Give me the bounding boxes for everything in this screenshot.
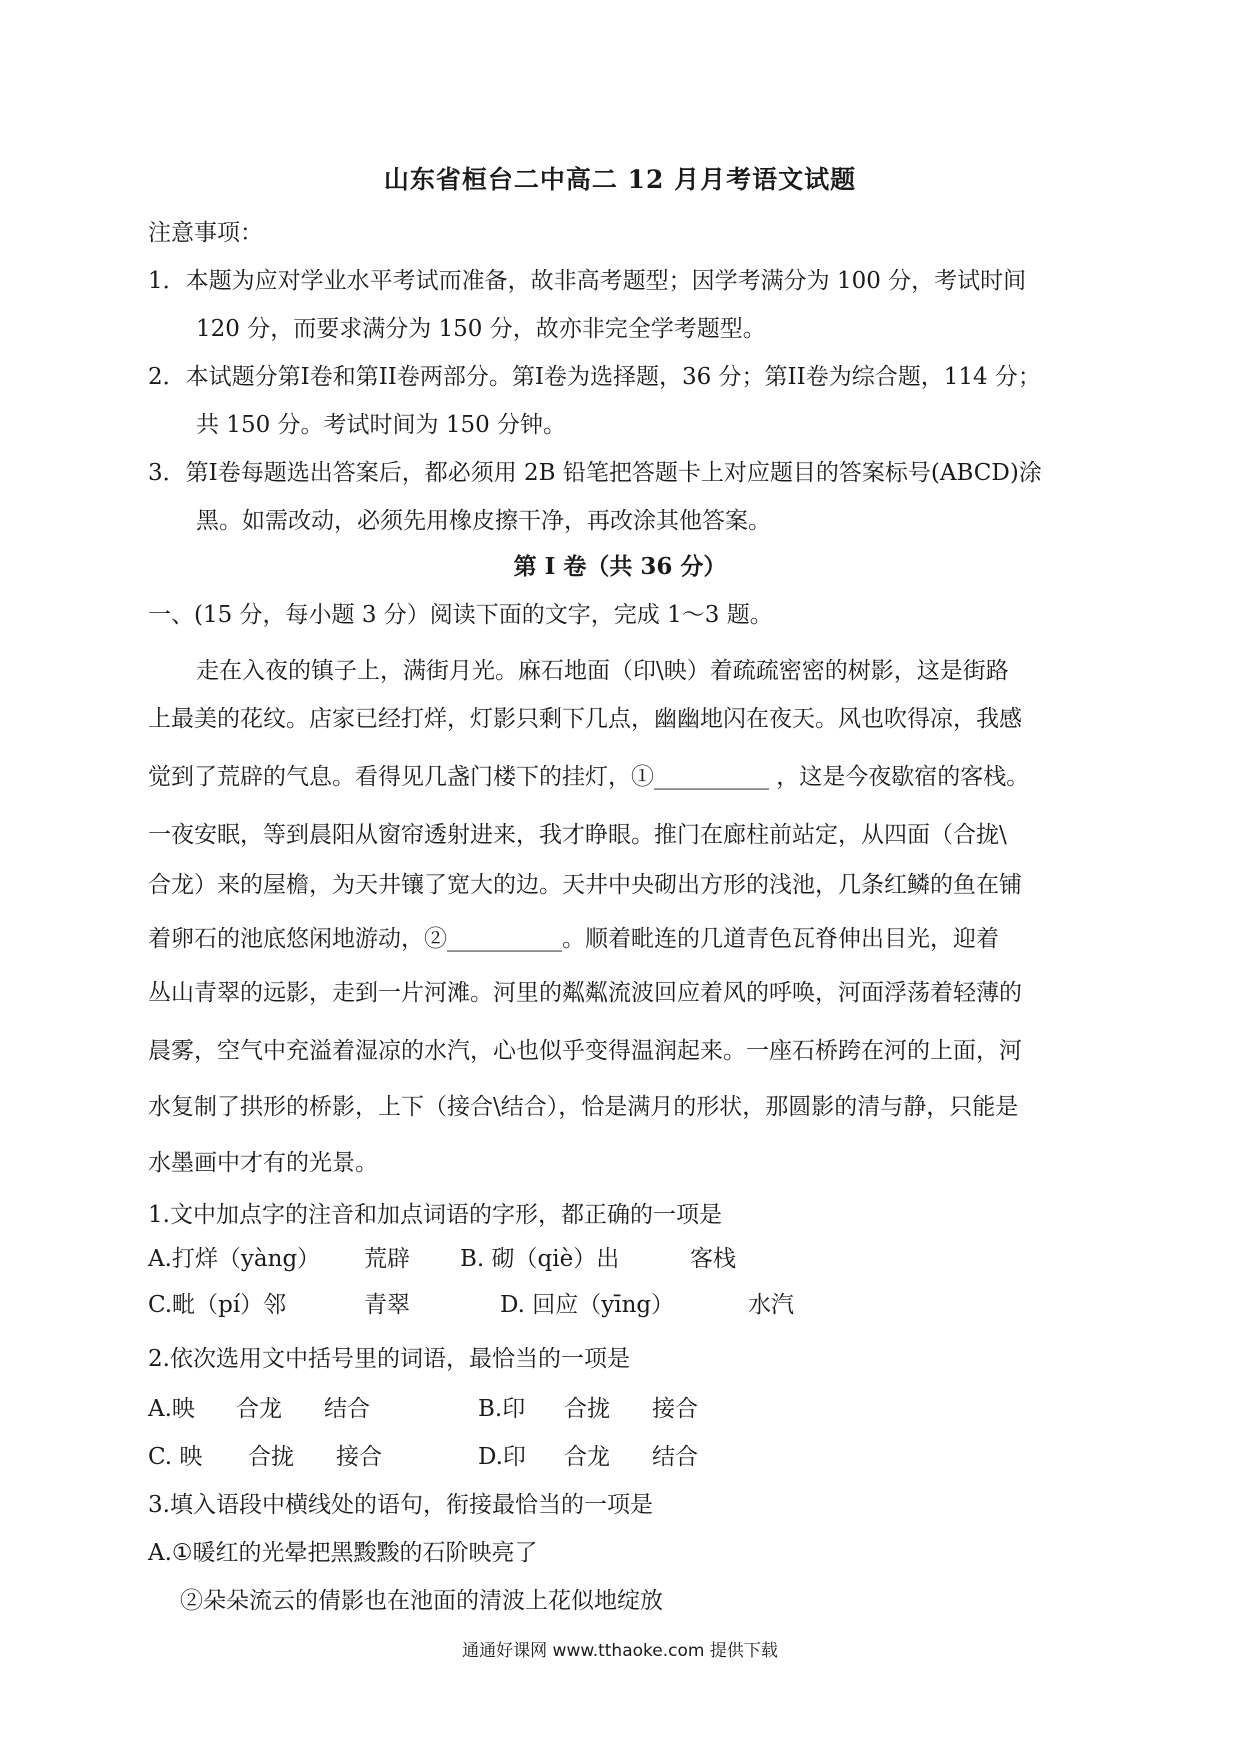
passage-line-2: 上最美的花纹。店家已经打烊，灯影只剩下几点，幽幽地闪在夜天。风也吹得凉，我感 bbox=[148, 706, 1022, 732]
question-1-stem: 1.文中加点字的注音和加点词语的字形，都正确的一项是 bbox=[148, 1202, 722, 1228]
q1-option-c-word: 青翠 bbox=[364, 1292, 410, 1318]
question-2-stem: 2.依次选用文中括号里的词语，最恰当的一项是 bbox=[148, 1346, 630, 1372]
q2-option-c-3: 接合 bbox=[336, 1444, 382, 1470]
q2-option-a-1: A.映 bbox=[148, 1396, 195, 1422]
page-title: 山东省桓台二中高二 12 月月考语文试题 bbox=[383, 165, 857, 194]
q1-option-b-pinyin: B. 砌（qiè）出 bbox=[460, 1246, 620, 1272]
notice-item-2-line-1: 2．本试题分第Ⅰ卷和第II卷两部分。第Ⅰ卷为选择题，36 分；第II卷为综合题，114 分； bbox=[148, 364, 1041, 390]
notice-item-1-line-2: 120 分，而要求满分为 150 分，故亦非完全学考题型。 bbox=[196, 316, 766, 342]
passage-line-7: 丛山青翠的远影，走到一片河滩。河里的粼粼流波回应着风的呼唤，河面浮荡着轻薄的 bbox=[148, 980, 1022, 1006]
section-1-intro: 一、(15 分，每小题 3 分）阅读下面的文字，完成 1～3 题。 bbox=[148, 602, 773, 628]
passage-line-3: 觉到了荒辟的气息。看得见几盏门楼下的挂灯，①__________ ，这是今夜歇宿的客栈。 bbox=[148, 764, 1030, 790]
passage-line-5: 合龙）来的屋檐，为天井镶了宽大的边。天井中央砌出方形的浅池，几条红鳞的鱼在铺 bbox=[148, 872, 1022, 898]
q2-option-c-1: C. 映 bbox=[148, 1444, 203, 1470]
q2-option-c-2: 合拢 bbox=[248, 1444, 294, 1470]
q2-option-d-2: 合龙 bbox=[564, 1444, 610, 1470]
q1-option-a-word: 荒辟 bbox=[364, 1246, 410, 1272]
q3-option-a-line-1: A.①暖红的光晕把黑黢黢的石阶映亮了 bbox=[148, 1540, 538, 1566]
q2-option-b-2: 合拢 bbox=[564, 1396, 610, 1422]
q1-option-d-word: 水汽 bbox=[748, 1292, 794, 1318]
notice-item-3-line-1: 3．第Ⅰ卷每题选出答案后，都必须用 2B 铅笔把答题卡上对应题目的答案标号(ABCD)涂 bbox=[148, 460, 1042, 486]
q1-option-c-pinyin: C.毗（pí）邻 bbox=[148, 1292, 287, 1318]
q2-option-a-3: 结合 bbox=[324, 1396, 370, 1422]
notice-item-2-line-2: 共 150 分。考试时间为 150 分钟。 bbox=[196, 412, 567, 438]
passage-line-9: 水复制了拱形的桥影，上下（接合\结合），恰是满月的形状，那圆影的清与静，只能是 bbox=[148, 1094, 1019, 1120]
notice-heading: 注意事项： bbox=[148, 220, 263, 246]
notice-item-3-line-2: 黑。如需改动，必须先用橡皮擦干净，再改涂其他答案。 bbox=[196, 508, 771, 534]
q2-option-d-1: D.印 bbox=[478, 1444, 526, 1470]
q2-option-a-2: 合龙 bbox=[236, 1396, 282, 1422]
notice-item-1-line-1: 1．本题为应对学业水平考试而准备，故非高考题型；因学考满分为 100 分，考试时间 bbox=[148, 268, 1027, 294]
q2-option-b-1: B.印 bbox=[478, 1396, 526, 1422]
q2-option-b-3: 接合 bbox=[652, 1396, 698, 1422]
q1-option-d-pinyin: D. 回应（yīng） bbox=[500, 1292, 675, 1318]
passage-line-10: 水墨画中才有的光景。 bbox=[148, 1150, 378, 1176]
passage-line-8: 晨雾，空气中充溢着湿凉的水汽，心也似乎变得温润起来。一座石桥跨在河的上面，河 bbox=[148, 1038, 1022, 1064]
page-footer: 通通好课网 www.tthaoke.com 提供下载 bbox=[462, 1641, 778, 1661]
passage-line-6: 着卵石的池底悠闲地游动，②__________。顺着毗连的几道青色瓦脊伸出目光，迎着 bbox=[148, 926, 999, 952]
q1-option-b-word: 客栈 bbox=[690, 1246, 736, 1272]
q1-option-a-pinyin: A.打烊（yàng） bbox=[148, 1246, 321, 1272]
question-3-stem: 3.填入语段中横线处的语句，衔接最恰当的一项是 bbox=[148, 1492, 653, 1518]
passage-line-4: 一夜安眠，等到晨阳从窗帘透射进来，我才睁眼。推门在廊柱前站定，从四面（合拢\ bbox=[148, 822, 1007, 848]
section-1-title: 第 Ⅰ 卷（共 36 分） bbox=[513, 553, 727, 580]
q3-option-a-line-2: ②朵朵流云的倩影也在池面的清波上花似地绽放 bbox=[180, 1588, 663, 1614]
q2-option-d-3: 结合 bbox=[652, 1444, 698, 1470]
passage-line-1: 走在入夜的镇子上，满街月光。麻石地面（印\映）着疏疏密密的树影，这是街路 bbox=[196, 658, 1009, 684]
